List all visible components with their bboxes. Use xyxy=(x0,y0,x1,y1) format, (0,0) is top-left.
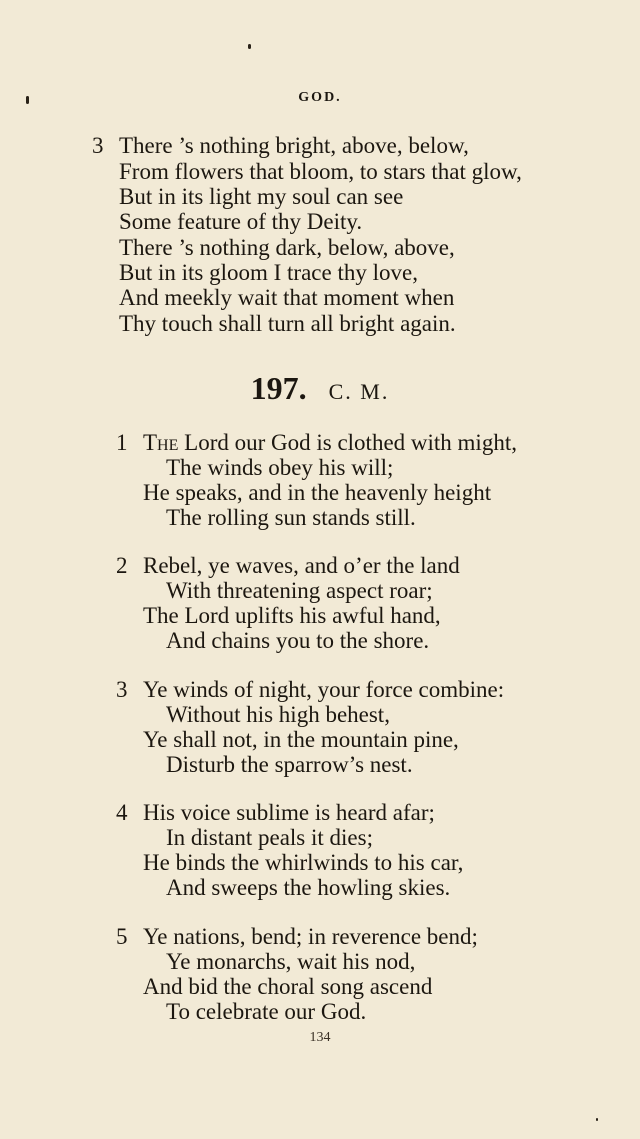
verse-line: Without his high behest, xyxy=(166,702,390,727)
verse-line: There ’s nothing dark, below, above, xyxy=(119,235,455,260)
verse-line: Ye nations, bend; in reverence bend; xyxy=(143,924,478,949)
stanza-number: 3 xyxy=(92,133,104,158)
verse-line: His voice sublime is heard afar; xyxy=(143,800,435,825)
verse-line: The winds obey his will; xyxy=(166,455,394,480)
verse-line: And bid the choral song ascend xyxy=(143,974,433,999)
ink-speck xyxy=(248,44,251,49)
verse-line: He speaks, and in the heavenly height xyxy=(143,480,492,505)
ink-speck xyxy=(596,1118,598,1121)
verse-line: The rolling sun stands still. xyxy=(166,505,416,530)
verse-line: Some feature of thy Deity. xyxy=(119,209,363,234)
verse-line: And meekly wait that moment when xyxy=(119,285,455,310)
verse-line: He binds the whirlwinds to his car, xyxy=(143,850,464,875)
verse-line xyxy=(143,430,517,455)
verse-line: To celebrate our God. xyxy=(166,999,367,1024)
first-word: The xyxy=(143,430,179,455)
verse-line: But in its gloom I trace thy love, xyxy=(119,260,418,285)
first-line-rest: Lord our God is clothed with might, xyxy=(178,430,517,455)
verse-line: Disturb the sparrow’s nest. xyxy=(166,752,413,777)
stanza-number: 2 xyxy=(116,553,128,578)
running-header: GOD. xyxy=(298,90,342,105)
verse-line: The Lord uplifts his awful hand, xyxy=(143,603,441,628)
verse-line: There ’s nothing bright, above, below, xyxy=(119,133,469,158)
stanza-number: 4 xyxy=(116,800,128,825)
page-number: 134 xyxy=(309,1030,331,1045)
verse-line: In distant peals it dies; xyxy=(166,825,373,850)
stanza-number: 3 xyxy=(116,677,128,702)
verse-line: And sweeps the howling skies. xyxy=(166,875,451,900)
hymn-heading xyxy=(0,370,640,407)
hymn-number: 197. xyxy=(250,370,307,406)
verse-line: Thy touch shall turn all bright again. xyxy=(119,311,456,336)
verse-line: But in its light my soul can see xyxy=(119,184,404,209)
verse-line: And chains you to the shore. xyxy=(166,628,430,653)
hymn-meter: C. M. xyxy=(328,379,390,404)
stanza-number: 5 xyxy=(116,924,128,949)
verse-line: Ye winds of night, your force combine: xyxy=(143,677,505,702)
verse-line: Ye monarchs, wait his nod, xyxy=(166,949,416,974)
verse-line: Ye shall not, in the mountain pine, xyxy=(143,727,459,752)
verse-line: With threatening aspect roar; xyxy=(166,578,433,603)
stanza-number: 1 xyxy=(116,430,128,455)
verse-line: From flowers that bloom, to stars that glow, xyxy=(119,159,522,184)
verse-line: Rebel, ye waves, and o’er the land xyxy=(143,553,460,578)
